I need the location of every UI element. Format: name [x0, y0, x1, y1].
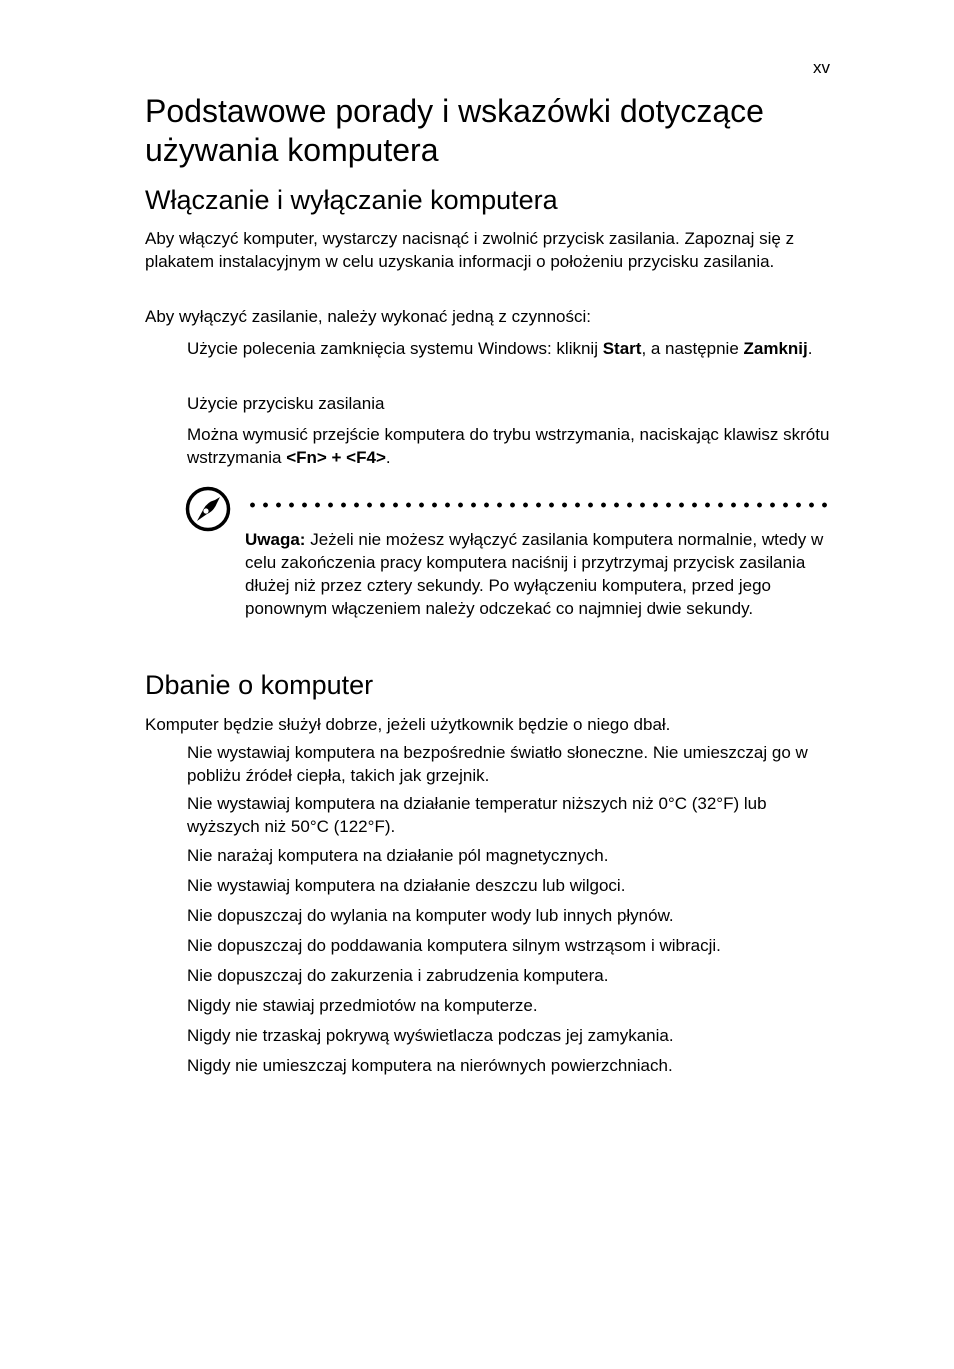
power-off-intro: Aby wyłączyć zasilanie, należy wykonać jedną z czynności: — [145, 307, 591, 326]
power-off-item-windows — [187, 337, 827, 360]
hotkey-label: <Fn> + <F4> — [286, 448, 386, 467]
care-intro: Komputer będzie służył dobrze, jeżeli użytkownik będzie o niego dbał. — [145, 715, 671, 734]
item-text: . — [807, 339, 813, 358]
care-item: Nigdy nie umieszczaj komputera na nierównych powierzchniach. — [187, 1056, 673, 1075]
care-item: Nie dopuszczaj do poddawania komputera silnym wstrząsom i wibracji. — [187, 936, 721, 955]
section-heading-care: Dbanie o komputer — [145, 670, 374, 700]
care-item: Nie dopuszczaj do wylania na komputer wody lub innych płynów. — [187, 906, 674, 925]
power-off-item-button: Użycie przycisku zasilania — [187, 394, 385, 413]
care-item: Nie wystawiaj komputera na bezpośrednie światło słoneczne. Nie umieszczaj go w pobliżu źródeł ciepła, takich jak grzejnik. — [187, 743, 808, 785]
care-item: Nie wystawiaj komputera na działanie deszczu lub wilgoci. — [187, 876, 626, 895]
care-item: Nie dopuszczaj do zakurzenia i zabrudzenia komputera. — [187, 966, 609, 985]
item-text: . — [385, 448, 391, 467]
shutdown-keyword: Zamknij — [743, 339, 808, 358]
note-body: Jeżeli nie możesz wyłączyć zasilania komputera normalnie, wtedy w celu zakończenia pracy komputera naciśnij i przytrzymaj przycisk zasilania dłużej niż przez cztery sekundy. Po wyłączeniu komputera, przed jego ponownym włączeniem należy odczekać co najmniej dwie sekundy. — [245, 530, 824, 618]
note-divider — [246, 502, 832, 508]
page-number: xv — [813, 58, 830, 77]
care-item: Nie wystawiaj komputera na działanie temperatur niższych niż 0°C (32°F) lub wyższych niż 50°C (122°F). — [187, 794, 767, 836]
item-text: Użycie polecenia zamknięcia systemu Windows: kliknij — [187, 339, 603, 358]
care-item: Nigdy nie stawiaj przedmiotów na komputerze. — [187, 996, 538, 1015]
note-icon — [185, 486, 231, 532]
care-item: Nigdy nie trzaskaj pokrywą wyświetlacza podczas jej zamykania. — [187, 1026, 674, 1045]
start-keyword: Start — [602, 339, 642, 358]
section-heading-power: Włączanie i wyłączanie komputera — [145, 185, 558, 215]
power-on-paragraph: Aby włączyć komputer, wystarczy nacisnąć i zwolnić przycisk zasilania. Zapoznaj się z plakatem instalacyjnym w celu uzyskania informacji o położeniu przycisku zasilania. — [145, 229, 795, 271]
note-label: Uwaga: — [245, 530, 306, 549]
item-text: , a następnie — [641, 339, 744, 358]
page-title: Podstawowe porady i wskazówki dotyczące używania komputera — [145, 93, 764, 168]
item-text: Można wymusić przejście komputera do trybu wstrzymania, naciskając klawisz skrótu wstrzymania — [187, 425, 830, 467]
power-off-item-sleep — [187, 423, 835, 469]
note-text — [245, 528, 835, 620]
care-item: Nie narażaj komputera na działanie pól magnetycznych. — [187, 846, 609, 865]
